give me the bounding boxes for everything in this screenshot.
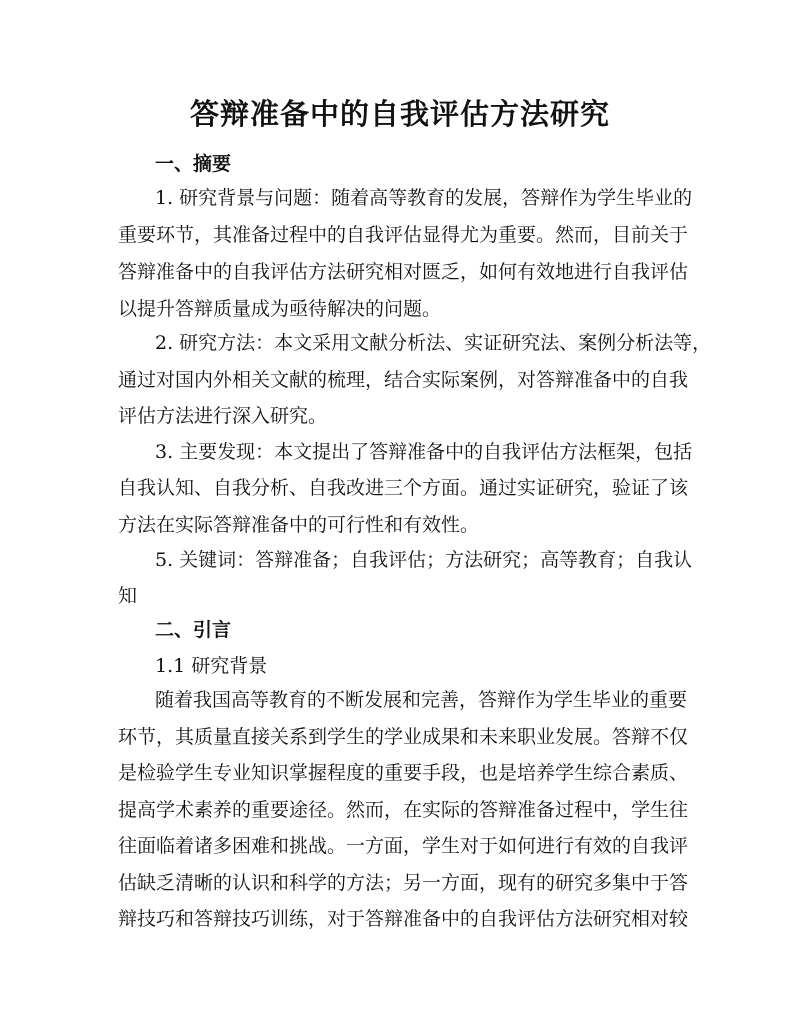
abstract-item-5-line-2: 知	[118, 585, 138, 607]
abstract-item-1-line-2: 重要环节，其准备过程中的自我评估显得尤为重要。然而，目前关于	[118, 224, 689, 246]
abstract-item-2-line-3: 评估方法进行深入研究。	[118, 405, 328, 427]
intro-paragraph-line-4: 提高学术素养的重要途径。然而，在实际的答辩准备过程中，学生往	[118, 799, 689, 821]
abstract-item-3-line-3: 方法在实际答辩准备中的可行性和有效性。	[118, 514, 480, 536]
abstract-item-2-line-2: 通过对国内外相关文献的梳理，结合实际案例，对答辩准备中的自我	[118, 369, 689, 391]
intro-paragraph-line-5: 往面临着诸多困难和挑战。一方面，学生对于如何进行有效的自我评	[118, 835, 689, 857]
intro-paragraph-line-7: 辩技巧和答辩技巧训练，对于答辩准备中的自我评估方法研究相对较	[118, 908, 689, 930]
abstract-item-3-line-2: 自我认知、自我分析、自我改进三个方面。通过实证研究，验证了该	[118, 477, 689, 499]
intro-subheading: 1.1 研究背景	[155, 655, 268, 677]
abstract-item-1-line-1: 1. 研究背景与问题：随着高等教育的发展，答辩作为学生毕业的	[155, 187, 693, 209]
intro-paragraph-line-1: 随着我国高等教育的不断发展和完善，答辩作为学生毕业的重要	[155, 689, 688, 711]
abstract-item-1-line-4: 以提升答辩质量成为亟待解决的问题。	[118, 298, 442, 320]
intro-heading: 二、引言	[155, 619, 232, 641]
intro-paragraph-line-2: 环节，其质量直接关系到学生的学业成果和未来职业发展。答辩不仅	[118, 726, 689, 748]
abstract-heading: 一、摘要	[155, 153, 232, 175]
abstract-item-1-line-3: 答辩准备中的自我评估方法研究相对匮乏，如何有效地进行自我评估	[118, 261, 689, 283]
abstract-item-5-line-1: 5. 关键词：答辩准备；自我评估；方法研究；高等教育；自我认	[155, 549, 693, 571]
intro-paragraph-line-3: 是检验学生专业知识掌握程度的重要手段，也是培养学生综合素质、	[118, 762, 689, 784]
intro-paragraph-line-6: 估缺乏清晰的认识和科学的方法；另一方面，现有的研究多集中于答	[118, 872, 689, 894]
abstract-item-3-line-1: 3. 主要发现：本文提出了答辩准备中的自我评估方法框架，包括	[155, 441, 693, 463]
abstract-item-2-line-1: 2. 研究方法：本文采用文献分析法、实证研究法、案例分析法等，	[155, 332, 712, 354]
document-title: 答辩准备中的自我评估方法研究	[189, 97, 610, 131]
